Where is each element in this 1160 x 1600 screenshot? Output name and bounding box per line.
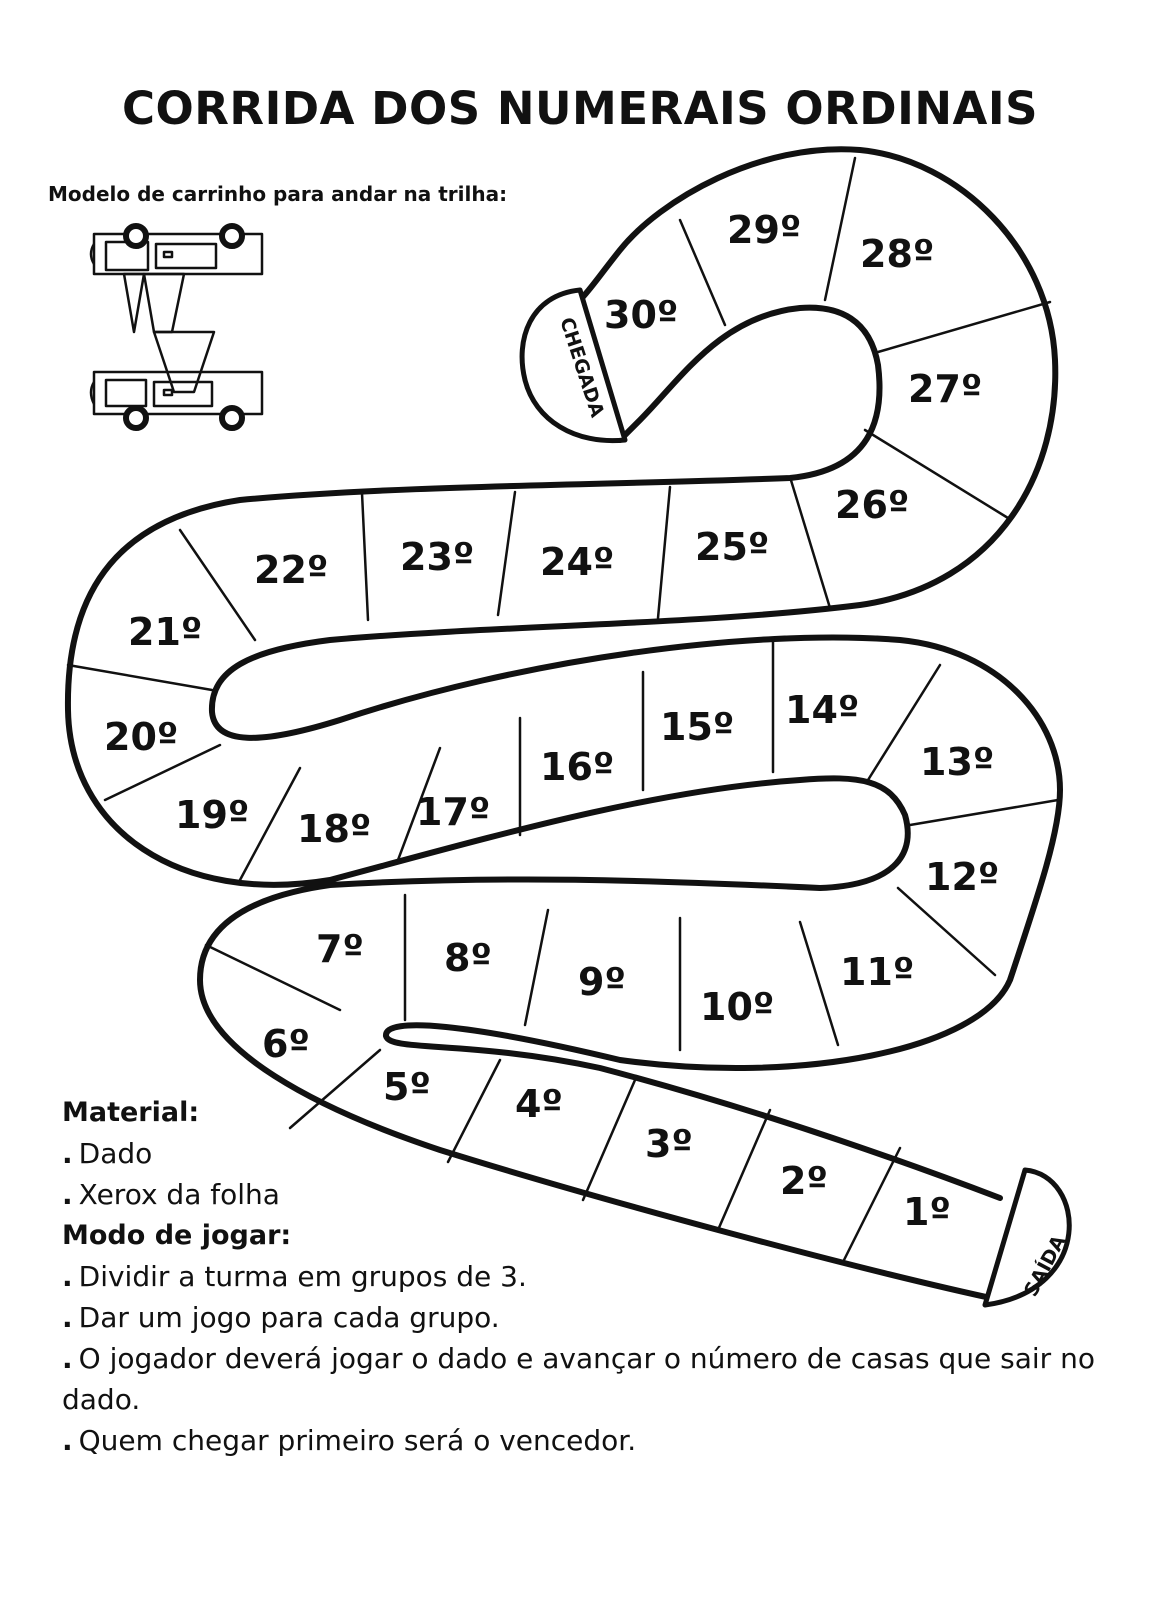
cell-7: 7º [316,927,364,971]
game-rules [62,1092,1152,1461]
cell-15: 15º [660,705,735,749]
cell-9: 9º [578,960,626,1004]
cell-8: 8º [444,936,492,980]
finish-label: CHEGADA [555,314,609,421]
howto-item: . O jogador deverá jogar o dado e avançar o número de casas que sair no dado. [62,1338,1152,1420]
cell-26: 26º [835,483,910,527]
cell-23: 23º [400,535,475,579]
cell-20: 20º [104,715,179,759]
cell-4: 4º [515,1082,563,1126]
cell-2: 2º [780,1159,828,1203]
cell-21: 21º [128,610,203,654]
cell-14: 14º [785,688,860,732]
howto-item: . Quem chegar primeiro será o vencedor. [62,1420,1152,1461]
cell-16: 16º [540,745,615,789]
car-model-caption: Modelo de carrinho para andar na trilha: [48,182,508,206]
page-title: CORRIDA DOS NUMERAIS ORDINAIS [121,82,1039,135]
material-item: . Xerox da folha [62,1174,1152,1215]
cell-3: 3º [645,1122,693,1166]
cell-29: 29º [727,208,802,252]
cell-28: 28º [860,232,935,276]
material-heading: Material: [62,1097,200,1128]
cell-13: 13º [920,740,995,784]
start-label: SAÍDA [1019,1231,1071,1301]
cell-22: 22º [254,548,329,592]
cell-6: 6º [262,1022,310,1066]
cell-30: 30º [604,293,679,337]
cell-11: 11º [840,950,915,994]
cell-27: 27º [908,367,983,411]
cell-10: 10º [700,985,775,1029]
cell-1: 1º [903,1190,951,1234]
howto-heading: Modo de jogar: [62,1220,292,1251]
howto-item: . Dar um jogo para cada grupo. [62,1297,1152,1338]
cell-12: 12º [925,855,1000,899]
cell-5: 5º [383,1065,431,1109]
cell-17: 17º [416,790,491,834]
material-item: . Dado [62,1133,1152,1174]
cell-19: 19º [175,793,250,837]
cell-18: 18º [297,807,372,851]
cell-24: 24º [540,540,615,584]
howto-item: . Dividir a turma em grupos de 3. [62,1256,1152,1297]
cell-25: 25º [695,525,770,569]
